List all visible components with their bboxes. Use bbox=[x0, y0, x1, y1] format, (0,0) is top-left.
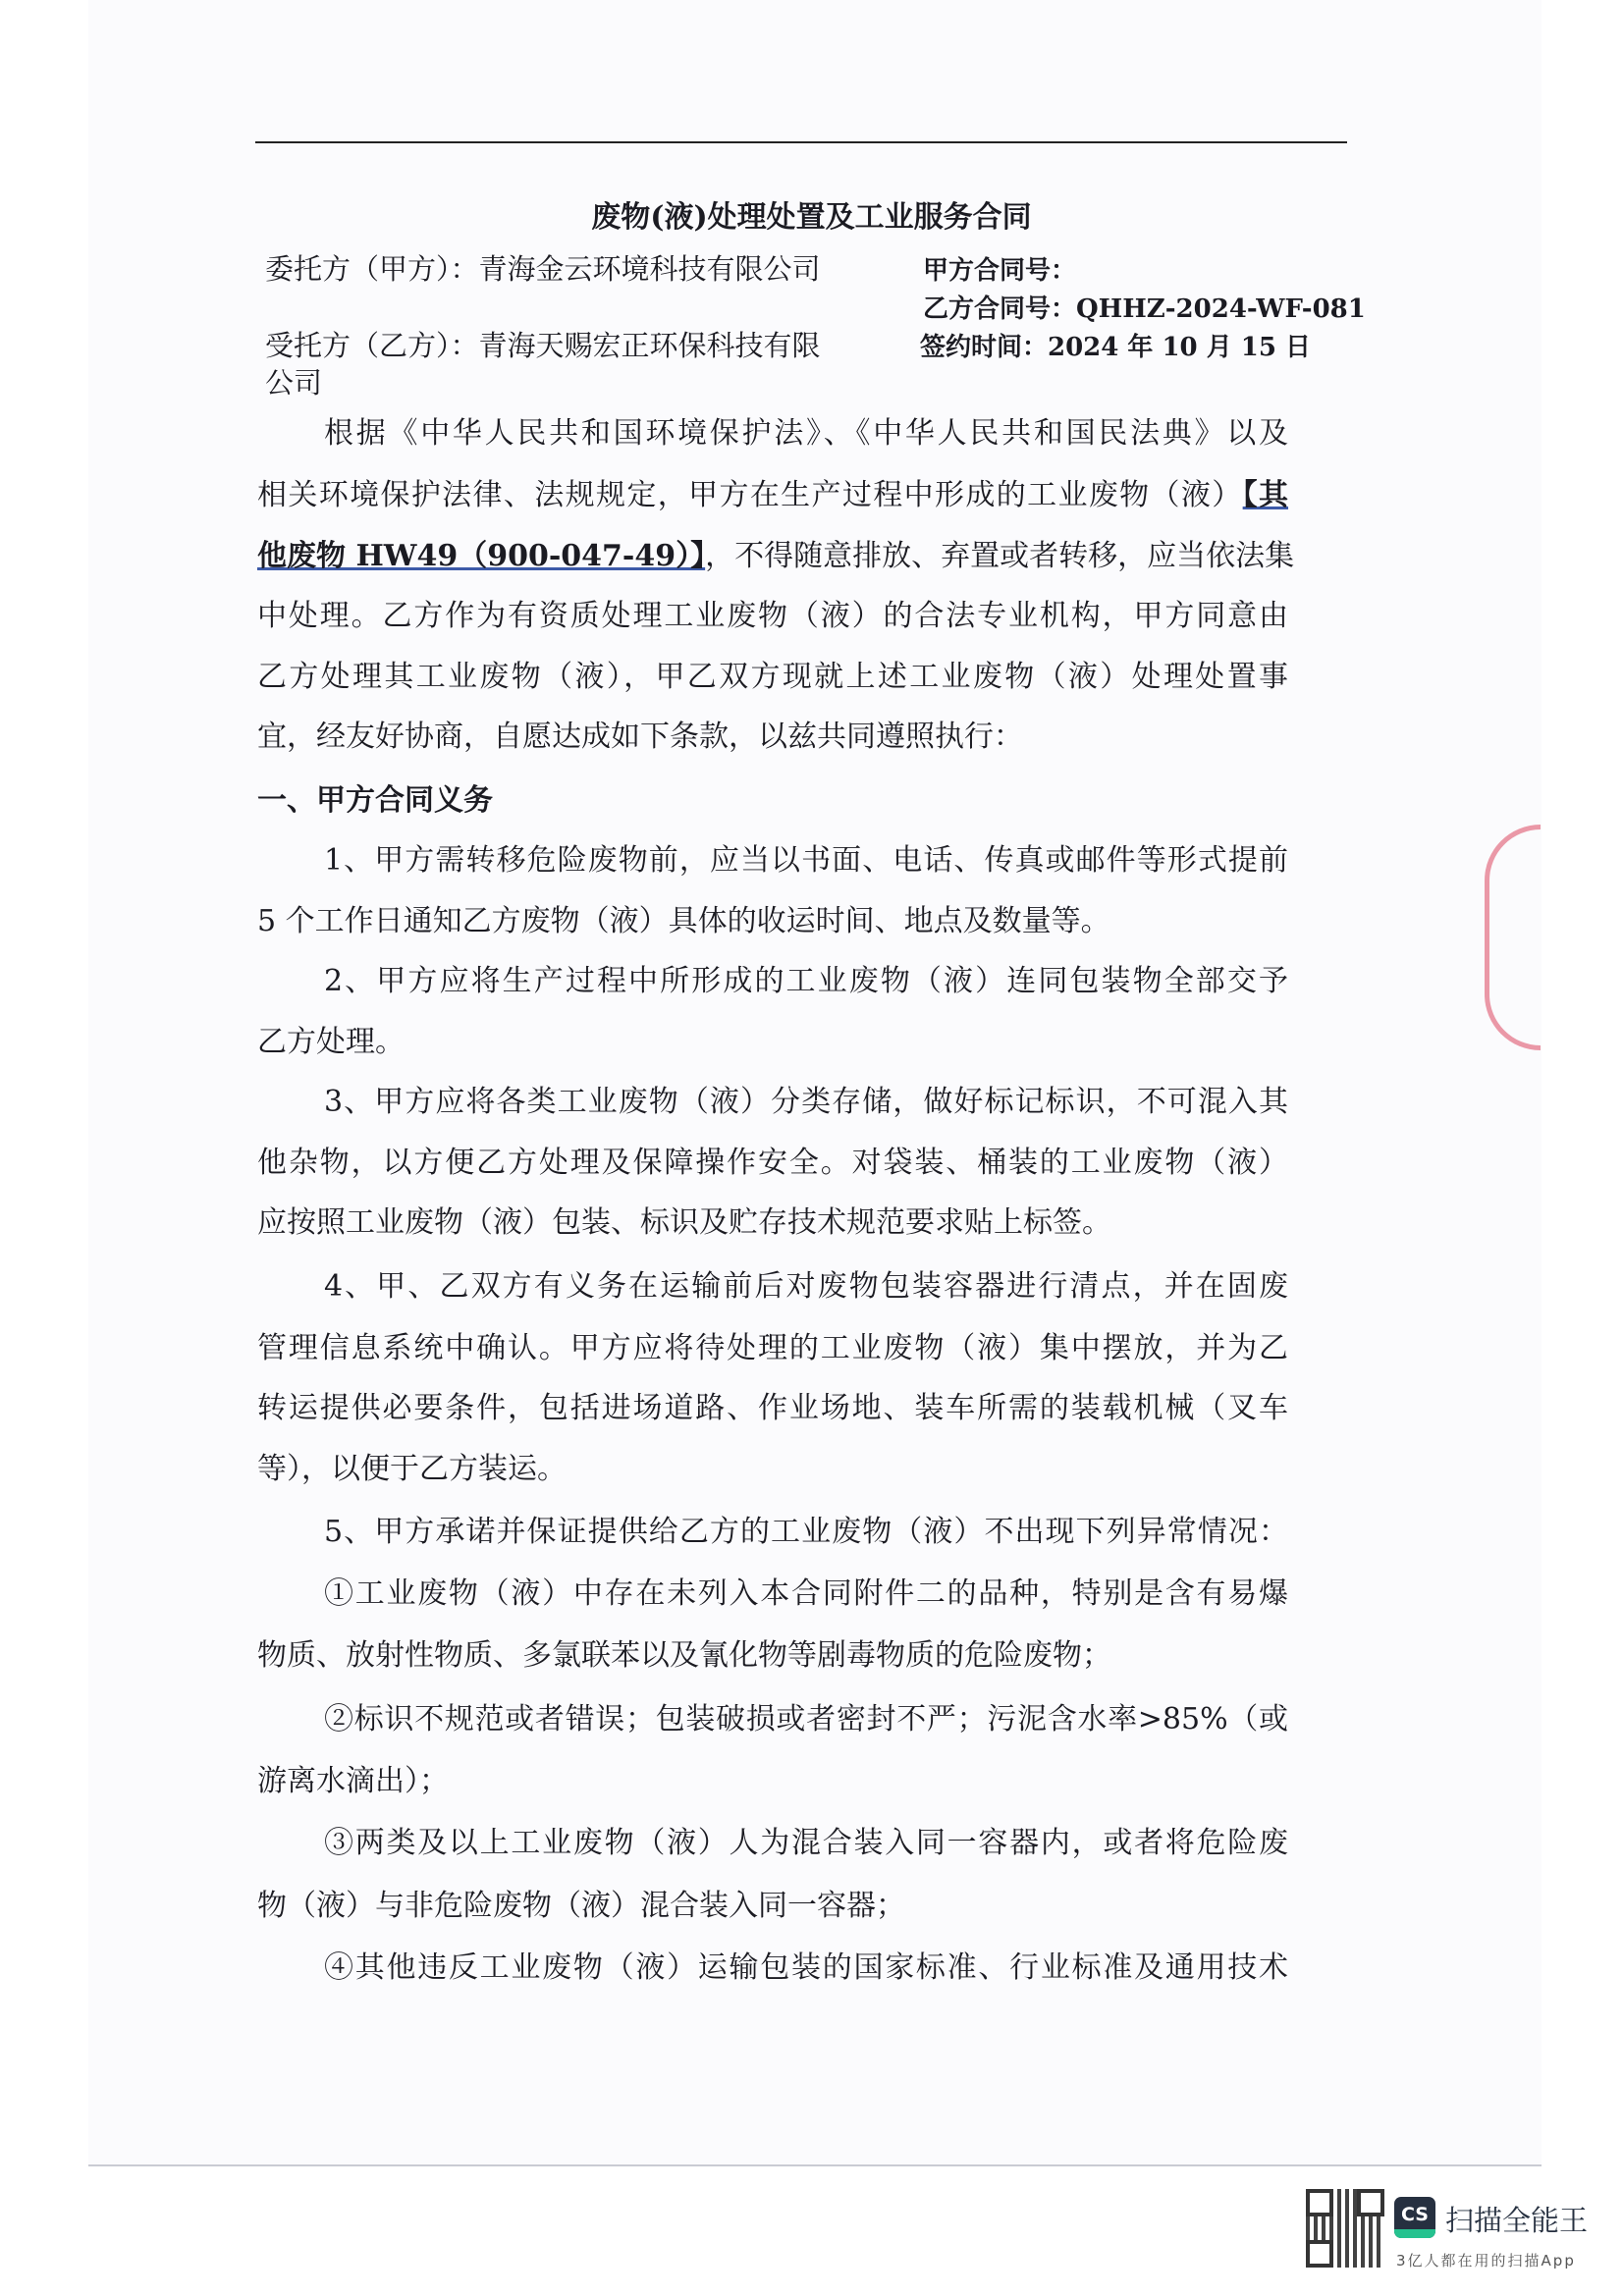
document-title: 废物(液)处理处置及工业服务合同 bbox=[591, 200, 1032, 235]
clause-line: 2、甲方应将生产过程中所形成的工业废物（液）连同包装物全部交予 bbox=[324, 964, 1288, 998]
body-line: 宜，经友好协商，自愿达成如下条款，以兹共同遵照执行： bbox=[257, 720, 1023, 754]
brand-tagline: 3亿人都在用的扫描App bbox=[1396, 2252, 1576, 2269]
party-b-cont: 公司 bbox=[265, 366, 323, 400]
clause-line: 转运提供必要条件，包括进场道路、作业场地、装车所需的装载机械（叉车 bbox=[257, 1391, 1288, 1425]
clause-line: 物质、放射性物质、多氯联苯以及氰化物等剧毒物质的危险废物； bbox=[257, 1638, 1111, 1673]
waste-code-highlight: 【其 bbox=[1242, 478, 1289, 512]
clause-line: ③两类及以上工业废物（液）人为混合装入同一容器内，或者将危险废 bbox=[324, 1826, 1288, 1860]
partial-red-seal bbox=[1485, 825, 1541, 1050]
body-line: 根据《中华人民共和国环境保护法》、《中华人民共和国民法典》以及 bbox=[324, 416, 1288, 451]
clause-line: 等），以便于乙方装运。 bbox=[257, 1452, 567, 1486]
clause-line: 1、甲方需转移危险废物前，应当以书面、电话、传真或邮件等形式提前 bbox=[324, 843, 1288, 878]
qr-finder bbox=[1306, 2189, 1333, 2216]
waste-code-highlight: 他废物 HW49（900-047-49）】 bbox=[257, 539, 706, 573]
sign-date: 签约时间：2024 年 10 月 15 日 bbox=[920, 333, 1311, 362]
party-a: 委托方（甲方）：青海金云环境科技有限公司 bbox=[265, 252, 821, 286]
party-a-contract-no: 甲方合同号： bbox=[923, 256, 1077, 286]
clause-line: 游离水滴出）； bbox=[257, 1764, 449, 1798]
clause-line: 应按照工业废物（液）包装、标识及贮存技术规范要求贴上标签。 bbox=[257, 1205, 1111, 1240]
camscanner-logo: CS bbox=[1394, 2197, 1435, 2238]
clause-line: 管理信息系统中确认。甲方应将待处理的工业废物（液）集中摆放，并为乙 bbox=[257, 1331, 1288, 1365]
clause-line: 乙方处理。 bbox=[257, 1025, 405, 1059]
body-line bbox=[257, 539, 1295, 574]
body-line: 中处理。乙方作为有资质处理工业废物（液）的合法专业机构，甲方同意由 bbox=[257, 599, 1288, 633]
clause-line: 物（液）与非危险废物（液）混合装入同一容器； bbox=[257, 1889, 905, 1923]
qr-code bbox=[1306, 2189, 1384, 2268]
clause-line: 5 个工作日通知乙方废物（液）具体的收运时间、地点及数量等。 bbox=[257, 904, 1110, 938]
header-rule bbox=[255, 141, 1347, 143]
section-heading: 一、甲方合同义务 bbox=[257, 783, 493, 818]
brand-name: 扫描全能王 bbox=[1445, 2204, 1589, 2237]
clause-line: ④其他违反工业废物（液）运输包装的国家标准、行业标准及通用技术 bbox=[324, 1950, 1288, 1985]
body-line bbox=[257, 478, 1288, 513]
clause-line: 3、甲方应将各类工业废物（液）分类存储，做好标记标识，不可混入其 bbox=[324, 1085, 1288, 1119]
body-line: 乙方处理其工业废物（液），甲乙双方现就上述工业废物（液）处理处置事 bbox=[257, 660, 1288, 694]
body-text: ，不得随意排放、弃置或者转移，应当依法集 bbox=[705, 539, 1295, 573]
clause-line: ①工业废物（液）中存在未列入本合同附件二的品种，特别是含有易爆 bbox=[324, 1576, 1288, 1611]
party-b-contract-no: 乙方合同号：QHHZ-2024-WF-081 bbox=[923, 294, 1366, 324]
qr-finder bbox=[1306, 2240, 1333, 2268]
clause-line: 他杂物，以方便乙方处理及保障操作安全。对袋装、桶装的工业废物（液） bbox=[257, 1146, 1288, 1180]
clause-line: ②标识不规范或者错误；包装破损或者密封不严；污泥含水率>85%（或 bbox=[324, 1702, 1288, 1736]
clause-line: 4、甲、乙双方有义务在运输前后对废物包装容器进行清点，并在固废 bbox=[324, 1269, 1288, 1304]
body-text: 相关环境保护法律、法规规定，甲方在生产过程中形成的工业废物（液） bbox=[257, 478, 1243, 512]
clause-line: 5、甲方承诺并保证提供给乙方的工业废物（液）不出现下列异常情况： bbox=[324, 1515, 1288, 1549]
qr-finder bbox=[1357, 2189, 1384, 2216]
party-b: 受托方（乙方）：青海天赐宏正环保科技有限 bbox=[265, 329, 821, 362]
